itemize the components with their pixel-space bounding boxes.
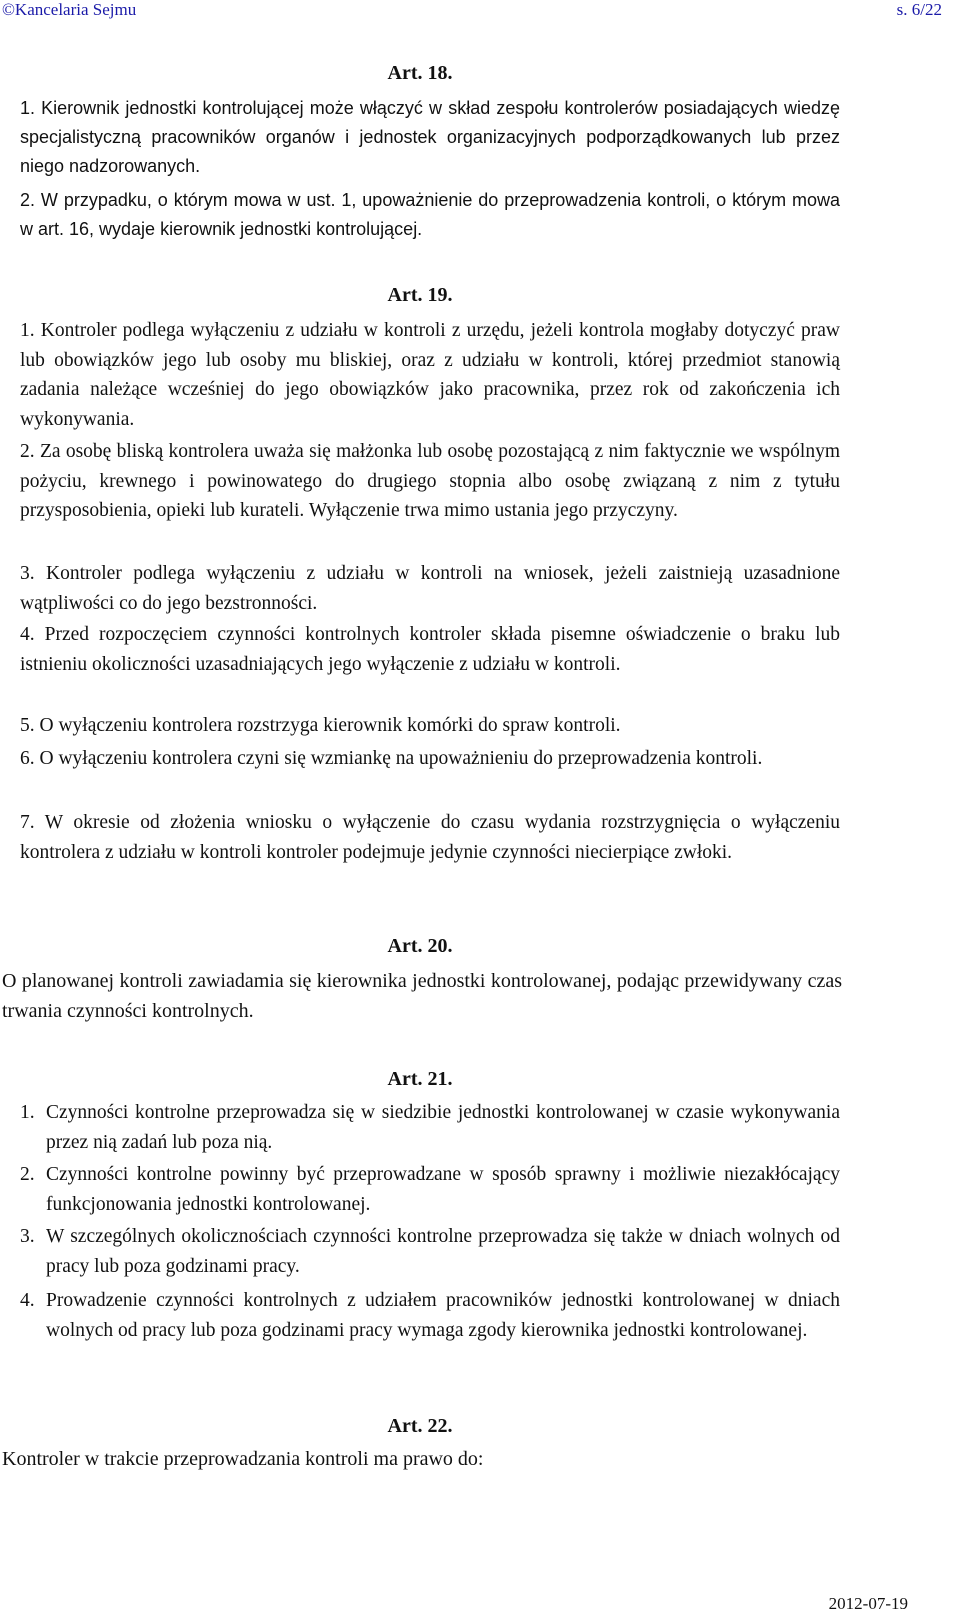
- footer-date: 2012-07-19: [828, 1594, 908, 1613]
- article-19-paragraph-1: 1. Kontroler podlega wyłączeniu z udziału w kontroli z urzędu, jeżeli kontrola mogłaby dotyczyć praw lub obowiązków jego lub osoby mu bliskiej, oraz z udziału w kontroli, której przedmiot stanowią zadania należące wcześniej do jego obowiązków jako pracownika, przez rok od zakończenia ich wykonywania.: [20, 320, 840, 430]
- article-18-paragraph-2: 2. W przypadku, o którym mowa w ust. 1, upoważnienie do przeprowadzenia kontroli, o którym mowa w art. 16, wydaje kierownik jednostki kontrolującej.: [20, 190, 840, 239]
- article-19-paragraph-6: 6. O wyłączeniu kontrolera czyni się wzmiankę na upoważnieniu do przeprowadzenia kontroli.: [20, 748, 763, 769]
- article-21-item-2: [20, 1160, 840, 1219]
- item-text: Prowadzenie czynności kontrolnych z udziałem pracowników jednostki kontrolowanej w dniach wolnych od pracy lub poza godzinami pracy wymaga zgody kierownika jednostki kontrolowanej.: [46, 1290, 840, 1341]
- article-22-heading: Art. 22.: [387, 1415, 453, 1437]
- header-source: [2, 0, 136, 20]
- article-21-item-4: [20, 1286, 840, 1345]
- article-19-heading: Art. 19.: [387, 284, 453, 306]
- item-number: 1.: [20, 1102, 35, 1123]
- item-number: 3.: [20, 1226, 35, 1247]
- header-page-number: [897, 0, 942, 20]
- article-19-paragraph-3: 3. Kontroler podlega wyłączeniu z udziału w kontroli na wniosek, jeżeli zaistnieją uzasadnione wątpliwości co do jego bezstronności.: [20, 563, 840, 614]
- article-20-text: O planowanej kontroli zawiadamia się kierownika jednostki kontrolowanej, podając przewidywany czas trwania czynności kontrolnych.: [2, 970, 842, 1022]
- article-19-paragraph-5: 5. O wyłączeniu kontrolera rozstrzyga kierownik komórki do spraw kontroli.: [20, 715, 621, 736]
- page-number-link[interactable]: s. 6/22: [896, 0, 942, 19]
- item-text: Czynności kontrolne powinny być przeprowadzane w sposób sprawny i możliwie niezakłócający funkcjonowania jednostki kontrolowanej.: [46, 1164, 840, 1215]
- item-text: W szczególnych okolicznościach czynności kontrolne przeprowadza się także w dniach wolnych od pracy lub poza godzinami pracy.: [46, 1226, 840, 1277]
- article-21-item-1: [20, 1098, 840, 1157]
- item-number: 4.: [20, 1290, 35, 1311]
- article-21-item-3: [20, 1222, 840, 1281]
- article-19-paragraph-7: 7. W okresie od złożenia wniosku o wyłączenie do czasu wydania rozstrzygnięcia o wyłączeniu kontrolera z udziału w kontroli kontroler podejmuje jedynie czynności niecierpiące zwłoki.: [20, 812, 840, 863]
- item-text: Czynności kontrolne przeprowadza się w siedzibie jednostki kontrolowanej w czasie wykonywania przez nią zadań lub poza nią.: [46, 1102, 840, 1153]
- article-18-heading: Art. 18.: [387, 62, 453, 84]
- article-19-paragraph-2: 2. Za osobę bliską kontrolera uważa się małżonka lub osobę pozostającą z nim faktycznie we wspólnym pożyciu, krewnego i powinowatego do drugiego stopnia albo osobę związaną z nim z tytułu przysposobienia, opieki lub kurateli. Wyłączenie trwa mimo ustania jego przyczyny.: [20, 441, 840, 521]
- source-link[interactable]: ©Kancelaria Sejmu: [2, 0, 137, 19]
- article-18-paragraph-1: 1. Kierownik jednostki kontrolującej może włączyć w skład zespołu kontrolerów posiadających wiedzę specjalistyczną pracowników organów i jednostek organizacyjnych podporządkowanych lub przez niego nadzorowanych.: [20, 98, 840, 176]
- article-20-heading: Art. 20.: [387, 935, 453, 957]
- article-22-text: Kontroler w trakcie przeprowadzania kontroli ma prawo do:: [2, 1448, 484, 1470]
- article-19-paragraph-4: 4. Przed rozpoczęciem czynności kontrolnych kontroler składa pisemne oświadczenie o braku lub istnieniu okoliczności uzasadniających jego wyłączenie z udziału w kontroli.: [20, 624, 840, 675]
- article-21-heading: Art. 21.: [387, 1068, 453, 1090]
- item-number: 2.: [20, 1164, 35, 1185]
